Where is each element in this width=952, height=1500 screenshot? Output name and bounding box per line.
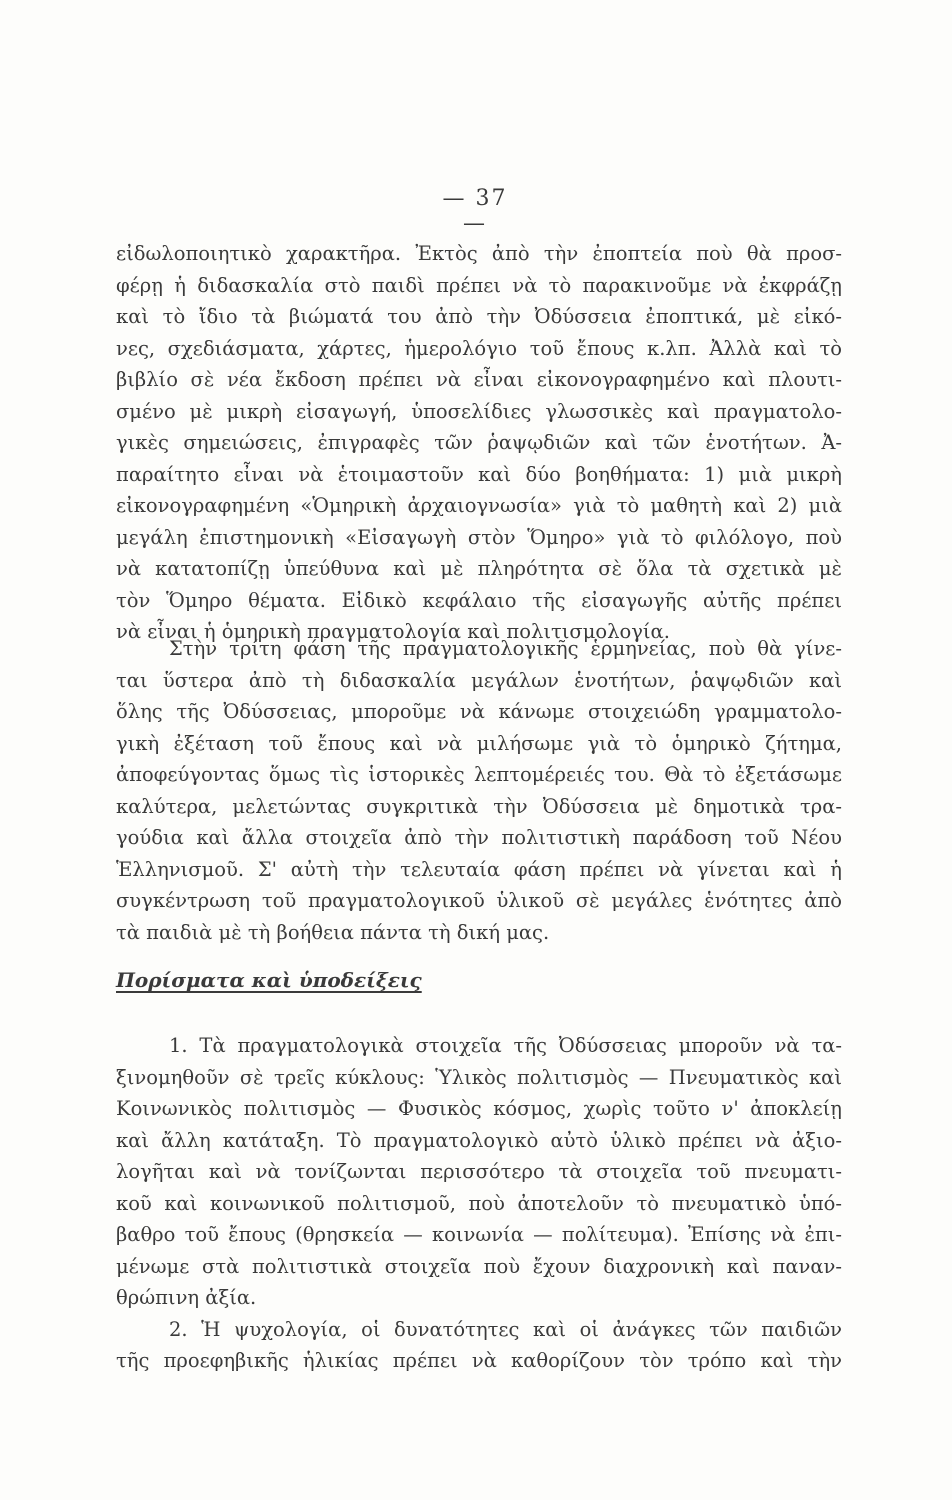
text-line: γούδια καὶ ἄλλα στοιχεῖα ἀπὸ τὴν πολιτιστικὴ παράδοση τοῦ Νέου	[116, 826, 842, 849]
text-line: ἀποφεύγοντας ὅμως τὶς ἱστορικὲς λεπτομέρειές του. Θὰ τὸ ἐξετάσωμε	[116, 763, 842, 786]
text-line: συγκέντρωση τοῦ πραγματολογικοῦ ὑλικοῦ σὲ μεγάλες ἑνότητες ἀπὸ	[116, 889, 842, 912]
text-line: παραίτητο εἶναι νὰ ἑτοιμαστοῦν καὶ δύο βοηθήματα: 1) μιὰ μικρὴ	[116, 462, 842, 486]
paragraph-1	[116, 238, 842, 648]
text-line: καὶ τὸ ἴδιο τὰ βιώματά του ἀπὸ τὴν Ὀδύσσεια ἐποπτικά, μὲ εἰκό-	[116, 305, 842, 328]
text-line: τὰ παιδιὰ μὲ τὴ βοήθεια πάντα τὴ δική μας.	[116, 920, 550, 944]
text-line: Στὴν τρίτη φάση τῆς πραγματολογικῆς ἑρμηνείας, ποὺ θὰ γίνε-	[169, 637, 842, 660]
text-line: νὰ εἶναι ἡ ὁμηρικὴ πραγματολογία καὶ πολιτισμολογία.	[116, 620, 670, 643]
section-heading: Πορίσματα καὶ ὑποδείξεις	[116, 968, 422, 992]
text-line: ὅλης τῆς Ὀδύσσειας, μποροῦμε νὰ κάνωμε στοιχειώδη γραμματολο-	[116, 700, 842, 723]
text-line: θρώπινη ἀξία.	[116, 1286, 257, 1309]
text-line: λογῆται καὶ νὰ τονίζωνται περισσότερο τὰ στοιχεῖα τοῦ πνευματι-	[116, 1160, 842, 1183]
text-line: ξινομηθοῦν σὲ τρεῖς κύκλους: Ὑλικὸς πολιτισμὸς — Πνευματικὸς καὶ	[116, 1065, 842, 1089]
text-line: νὰ κατατοπίζῃ ὑπεύθυνα καὶ μὲ πληρότητα σὲ ὅλα τὰ σχετικὰ μὲ	[116, 557, 842, 580]
text-line: ται ὕστερα ἀπὸ τὴ διδασκαλία μεγάλων ἑνοτήτων, ῥαψῳδιῶν καὶ	[116, 668, 842, 692]
text-line: εἰκονογραφημένη «Ὁμηρικὴ ἀρχαιογνωσία» γιὰ τὸ μαθητὴ καὶ 2) μιὰ	[116, 494, 842, 517]
text-line: 2. Ἡ ψυχολογία, οἱ δυνατότητες καὶ οἱ ἀνάγκες τῶν παιδιῶν	[169, 1317, 842, 1341]
text-line: Κοινωνικὸς πολιτισμὸς — Φυσικὸς κόσμος, χωρὶς τοῦτο ν' ἀποκλείῃ	[116, 1097, 842, 1120]
text-line: κοῦ καὶ κοινωνικοῦ πολιτισμοῦ, ποὺ ἀποτελοῦν τὸ πνευματικὸ ὑπό-	[116, 1191, 842, 1215]
text-line: γικὴ ἐξέταση τοῦ ἔπους καὶ νὰ μιλήσωμε γιὰ τὸ ὁμηρικὸ ζήτημα,	[116, 731, 842, 755]
text-line: νες, σχεδιάσματα, χάρτες, ἡμερολόγιο τοῦ ἔπους κ.λπ. Ἀλλὰ καὶ τὸ	[116, 336, 842, 360]
text-line: μένωμε στὰ πολιτιστικὰ στοιχεῖα ποὺ ἔχουν διαχρονικὴ καὶ παναν-	[116, 1254, 842, 1278]
text-line: τῆς προεφηβικῆς ἡλικίας πρέπει νὰ καθορίζουν τὸν τρόπο καὶ τὴν	[116, 1349, 842, 1372]
text-line: τὸν Ὅμηρο θέματα. Εἰδικὸ κεφάλαιο τῆς εἰσαγωγῆς αὐτῆς πρέπει	[116, 588, 842, 612]
text-line: 1. Τὰ πραγματολογικὰ στοιχεῖα τῆς Ὀδύσσειας μποροῦν νὰ τα-	[169, 1034, 842, 1057]
text-line: εἰδωλοποιητικὸ χαρακτῆρα. Ἐκτὸς ἀπὸ τὴν ἐποπτεία ποὺ θὰ προσ-	[116, 242, 842, 265]
text-line: σμένο μὲ μικρὴ εἰσαγωγή, ὑποσελίδιες γλωσσικὲς καὶ πραγματολο-	[116, 399, 842, 423]
text-line: γικὲς σημειώσεις, ἐπιγραφὲς τῶν ῥαψῳδιῶν καὶ τῶν ἑνοτήτων. Ἀ-	[116, 431, 842, 454]
text-line: καὶ ἄλλη κατάταξη. Τὸ πραγματολογικὸ αὐτὸ ὑλικὸ πρέπει νὰ ἀξιο-	[116, 1128, 842, 1152]
text-line: φέρῃ ἡ διδασκαλία στὸ παιδὶ πρέπει νὰ τὸ παρακινοῦμε νὰ ἐκφράζῃ	[116, 273, 842, 297]
page-number: — 37 —	[442, 186, 508, 236]
text-line: βαθρο τοῦ ἔπους (θρησκεία — κοινωνία — πολίτευμα). Ἐπίσης νὰ ἐπι-	[116, 1223, 842, 1246]
text-line: καλύτερα, μελετώντας συγκριτικὰ τὴν Ὀδύσσεια μὲ δημοτικὰ τρα-	[116, 794, 842, 818]
text-line: μεγάλη ἐπιστημονικὴ «Εἰσαγωγὴ στὸν Ὅμηρο» γιὰ τὸ φιλόλογο, ποὺ	[116, 525, 842, 549]
numbered-item-1	[116, 1030, 842, 1377]
text-line: Ἑλληνισμοῦ. Σ' αὐτὴ τὴν τελευταία φάση πρέπει νὰ γίνεται καὶ ἡ	[116, 857, 842, 881]
paragraph-2	[116, 633, 842, 948]
text-line: βιβλίο σὲ νέα ἔκδοση πρέπει νὰ εἶναι εἰκονογραφημένο καὶ πλουτι-	[116, 368, 842, 391]
